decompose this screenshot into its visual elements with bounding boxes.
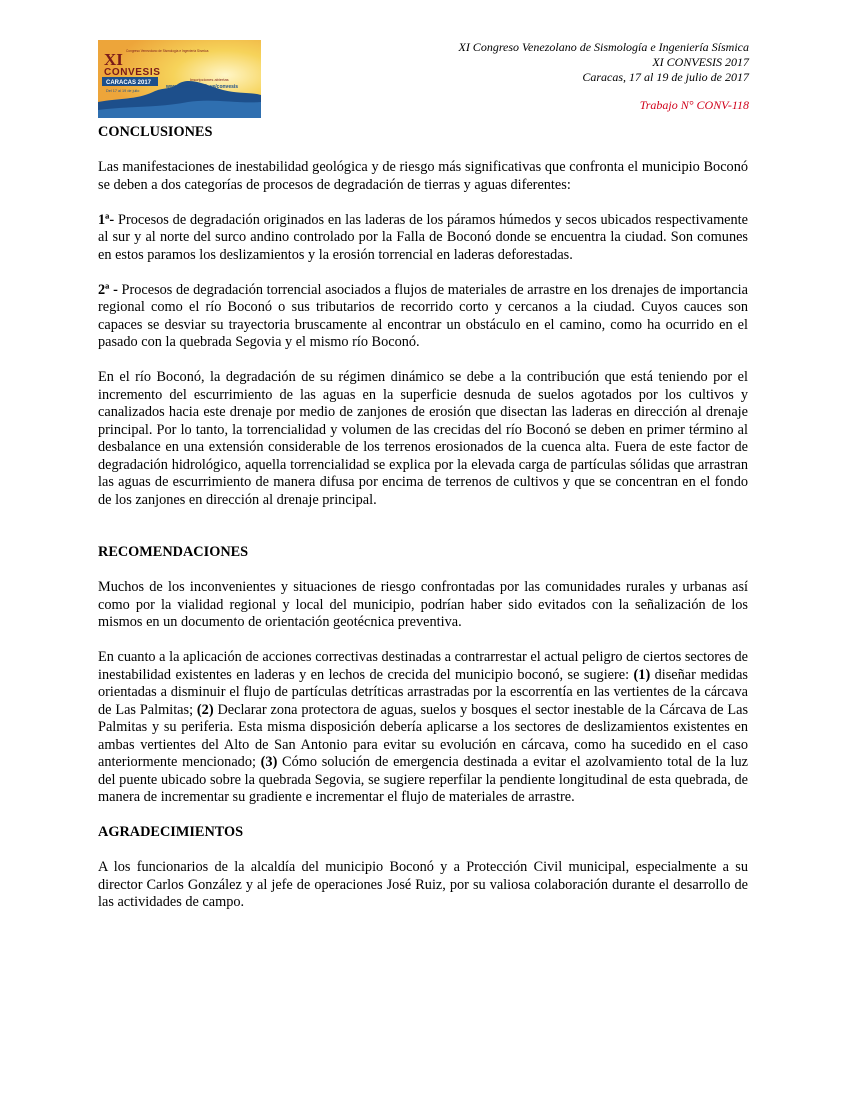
rec-number-2: (2) — [196, 701, 214, 718]
header-congress-name: XI Congreso Venezolano de Sismología e Ingeniería Sísmica — [458, 40, 749, 54]
heading-agradecimientos: AGRADECIMIENTOS — [98, 824, 244, 840]
rec-number-1: (1) — [633, 666, 651, 683]
agradecimientos-paragraph-1: A los funcionarios de la alcaldía del municipio Boconó y a Protección Civil municipal, especialmente a su director Carlos González y al jefe de operaciones José Ruiz, por su valiosa colaboración durante el desarrollo de las actividades de campo. — [98, 859, 748, 910]
recomendaciones-paragraph-2 — [98, 649, 748, 807]
paper-body — [98, 124, 748, 929]
logo-badge: CARACAS 2017 — [106, 80, 152, 86]
item-text-2: Procesos de degradación torrencial asociados a flujos de materiales de arrastre en los drenajes de importancia regional como el río Boconó o sus tributarios de recorrido corto y cercanos a la ciudad. Cuyos cauces son capaces se desviar su trayectoria bruscamente al encontrar un obstáculo en el camino, como ha ocurrido en el pasado con la quebrada Segovia y el mismo río Boconó. — [98, 281, 748, 350]
item-text-1: Procesos de degradación originados en las laderas de los páramos húmedos y secos ubicados respectivamente al sur y al norte del surco andino controlado por la Falla de Boconó donde se encuentra la ciudad. Son comunes en estos paramos los deslizamientos y la erosión torrencial en laderas deforestadas. — [98, 211, 748, 263]
logo-dates: Del 17 al 19 de julio — [106, 89, 140, 93]
rec-number-3: (3) — [260, 754, 278, 770]
conference-logo — [98, 40, 261, 118]
rec-text-a: En cuanto a la aplicación de acciones correctivas destinadas a contrarrestar el actual peligro de ciertos sectores de inestabilidad existentes en laderas y en lechos de crecida del municipio boconó, se sugiere: — [98, 649, 748, 683]
conclusiones-paragraph-4: En el río Boconó, la degradación de su régimen dinámico se debe a la contribución que está teniendo por el incremento del escurrimiento de las aguas en la superficie desnuda de suelos agotados por los cultivos y canalizados hacia este drenaje por medio de zanjones de erosión que disectan las laderas en dirección al drenaje principal. Por lo tanto, la torrencialidad y volumen de las crecidas del río Boconó se deben en primer término al desbalance en una extensión considerable de los terrenos erosionados de la cuenca alta. Fuera de este factor de degradación hidrológico, aquella torrencialidad se explica por la elevada carga de partículas sólidas que arrastran las aguas de escurrimiento de manera difusa por encima de terrenos de cultivos y que se concentran en el fondo de los zanjones en dirección al drenaje principal. — [98, 369, 748, 508]
logo-notice: Inscripciones abiertas — [190, 77, 229, 82]
header-paper-id: Trabajo N° CONV-118 — [639, 98, 749, 112]
logo-subtitle: CONVESIS — [104, 67, 161, 78]
header-edition: XI CONVESIS 2017 — [652, 55, 749, 69]
logo-graphic — [98, 40, 261, 118]
header-location-date: Caracas, 17 al 19 de julio de 2017 — [582, 70, 749, 84]
item-marker-1: 1ª- — [98, 211, 115, 228]
conclusiones-paragraph-2 — [98, 212, 748, 265]
rec-text-c: Declarar zona protectora de aguas, suelos y bosques el sector inestable de la Cárcava de Las Palmitas y su periferia. Esta misma disposición debería aplicarse a los sectores de deslizamientos existentes en ambas vertientes del Alto de San Antonio para evitar su evolución en cárcava, como ha sucedido en el caso anteriormente mencionado; — [98, 701, 749, 770]
item-marker-2: 2ª - — [98, 281, 118, 298]
recomendaciones-paragraph-1: Muchos de los inconvenientes y situaciones de riesgo confrontadas por las comunidades rurales y urbanas así como por la vialidad regional y local del municipio, podrían haber sido evitados con la señalización de los mismos en un documento de orientación geotécnica preventiva. — [98, 579, 748, 630]
page-header — [458, 40, 749, 113]
heading-conclusiones: CONCLUSIONES — [98, 124, 213, 140]
logo-url: www.funvisis.gob.ve/convesis — [166, 84, 239, 90]
rec-text-d: Cómo solución de emergencia destinada a evitar el azolvamiento total de la luz del puente ubicado sobre la quebrada Segovia, se sugiere reperfilar la pendiente longitudinal de esta quebrada, de manera de incrementar su gradiente e incrementar el flujo de materiales de arrastre. — [98, 754, 748, 805]
rec-text-b: diseñar medidas orientadas a disminuir el flujo de partículas detríticas arrastradas por la escorrentía en las vertientes de la cárcava de Las Palmitas; — [98, 666, 748, 718]
conclusiones-paragraph-3 — [98, 282, 748, 352]
logo-small-text: Congreso Venezolano de Sismología e Ingeniería Sísmica — [126, 49, 209, 53]
heading-recomendaciones: RECOMENDACIONES — [98, 544, 249, 560]
logo-title: XI — [104, 50, 123, 69]
conclusiones-paragraph-1: Las manifestaciones de inestabilidad geológica y de riesgo más significativas que confronta el municipio Boconó se deben a dos categorías de procesos de degradación de tierras y aguas diferentes: — [98, 159, 748, 193]
